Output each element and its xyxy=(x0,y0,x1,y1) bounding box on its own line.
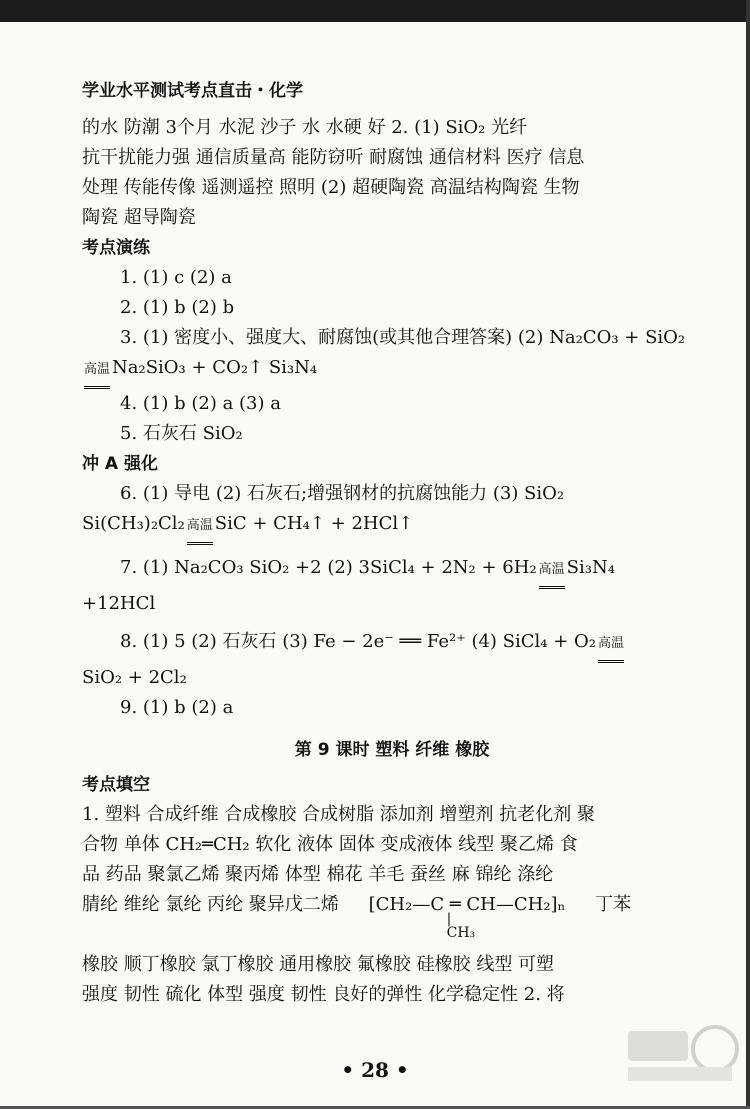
intro-line: 的水 防潮 3个月 水泥 沙子 水 水硬 好 2. (1) SiO₂ 光纤 xyxy=(82,117,528,138)
answer-item: 2. (1) b (2) b xyxy=(120,297,235,318)
reaction-condition: 高温 xyxy=(185,511,215,545)
fill-line: 橡胶 顺丁橡胶 氯丁橡胶 通用橡胶 氟橡胶 硅橡胶 线型 可塑 xyxy=(82,954,555,975)
intro-line: 处理 传能传像 遥测遥控 照明 (2) 超硬陶瓷 高温结构陶瓷 生物 xyxy=(82,177,580,198)
answer-continuation: +12HCl xyxy=(82,593,156,614)
fill-line: 腈纶 维纶 氯纶 丙纶 聚异戊二烯 [CH₂—C ═ CH—CH₂]ₙ | CH₃ 丁苯 xyxy=(82,890,702,950)
fill-line: 品 药品 聚氯乙烯 聚丙烯 体型 棉花 羊毛 蚕丝 麻 锦纶 涤纶 xyxy=(82,864,554,885)
page-number: • 28 • xyxy=(341,1058,409,1082)
answer-continuation: Si(CH₃)₂Cl₂ 高温 SiC + CH₄↑ + 2HCl↑ xyxy=(82,509,702,545)
methyl-branch: | CH₃ xyxy=(446,911,476,941)
answer-item: 6. (1) 导电 (2) 石灰石;增强钢材的抗腐蚀能力 (3) SiO₂ xyxy=(120,483,565,504)
section-title: 考点填空 xyxy=(82,775,150,795)
answer-item: 9. (1) b (2) a xyxy=(120,697,234,718)
lesson-title: 第 9 课时 塑料 纤维 橡胶 xyxy=(294,740,490,760)
answer-item: 7. (1) Na₂CO₃ SiO₂ +2 (2) 3SiCl₄ + 2N₂ + 6H₂ 高温 Si₃N₄ xyxy=(82,553,702,589)
fill-line: 1. 塑料 合成纤维 合成橡胶 合成树脂 添加剂 增塑剂 抗老化剂 聚 xyxy=(82,804,595,825)
intro-line: 陶瓷 超导陶瓷 xyxy=(82,207,196,228)
watermark-logo xyxy=(620,1019,740,1089)
scan-right-border xyxy=(746,0,750,1109)
answer-item: 4. (1) b (2) a (3) a xyxy=(120,393,281,414)
page-header: 学业水平测试考点直击・化学 xyxy=(82,81,303,101)
reaction-condition: 高温 xyxy=(82,355,112,389)
intro-line: 抗干扰能力强 通信质量高 能防窃听 耐腐蚀 通信材料 医疗 信息 xyxy=(82,147,585,168)
answer-item: 1. (1) c (2) a xyxy=(120,267,232,288)
answer-item: 8. (1) 5 (2) 石灰石 (3) Fe − 2e⁻ ══ Fe²⁺ (4) SiCl₄ + O₂ 高温 xyxy=(82,627,702,663)
answer-item: 5. 石灰石 SiO₂ xyxy=(120,423,243,444)
reaction-condition: 高温 xyxy=(596,629,626,663)
answer-item: 3. (1) 密度小、强度大、耐腐蚀(或其他合理答案) (2) Na₂CO₃ + SiO₂ xyxy=(120,327,686,348)
fill-line: 强度 韧性 硫化 体型 强度 韧性 良好的弹性 化学稳定性 2. 将 xyxy=(82,984,565,1005)
polymer-formula: [CH₂—C ═ CH—CH₂]ₙ | CH₃ xyxy=(368,894,566,941)
section-title: 考点演练 xyxy=(82,238,150,258)
reaction-condition: 高温 xyxy=(537,555,567,589)
page-content xyxy=(82,76,702,1010)
fill-line: 合物 单体 CH₂═CH₂ 软化 液体 固体 变成液体 线型 聚乙烯 食 xyxy=(82,834,578,855)
section-title: 冲 A 强化 xyxy=(82,454,158,474)
scan-top-border xyxy=(0,0,750,22)
answer-continuation: SiO₂ + 2Cl₂ xyxy=(82,667,187,688)
answer-continuation: 高温 Na₂SiO₃ + CO₂↑ Si₃N₄ xyxy=(82,353,702,389)
